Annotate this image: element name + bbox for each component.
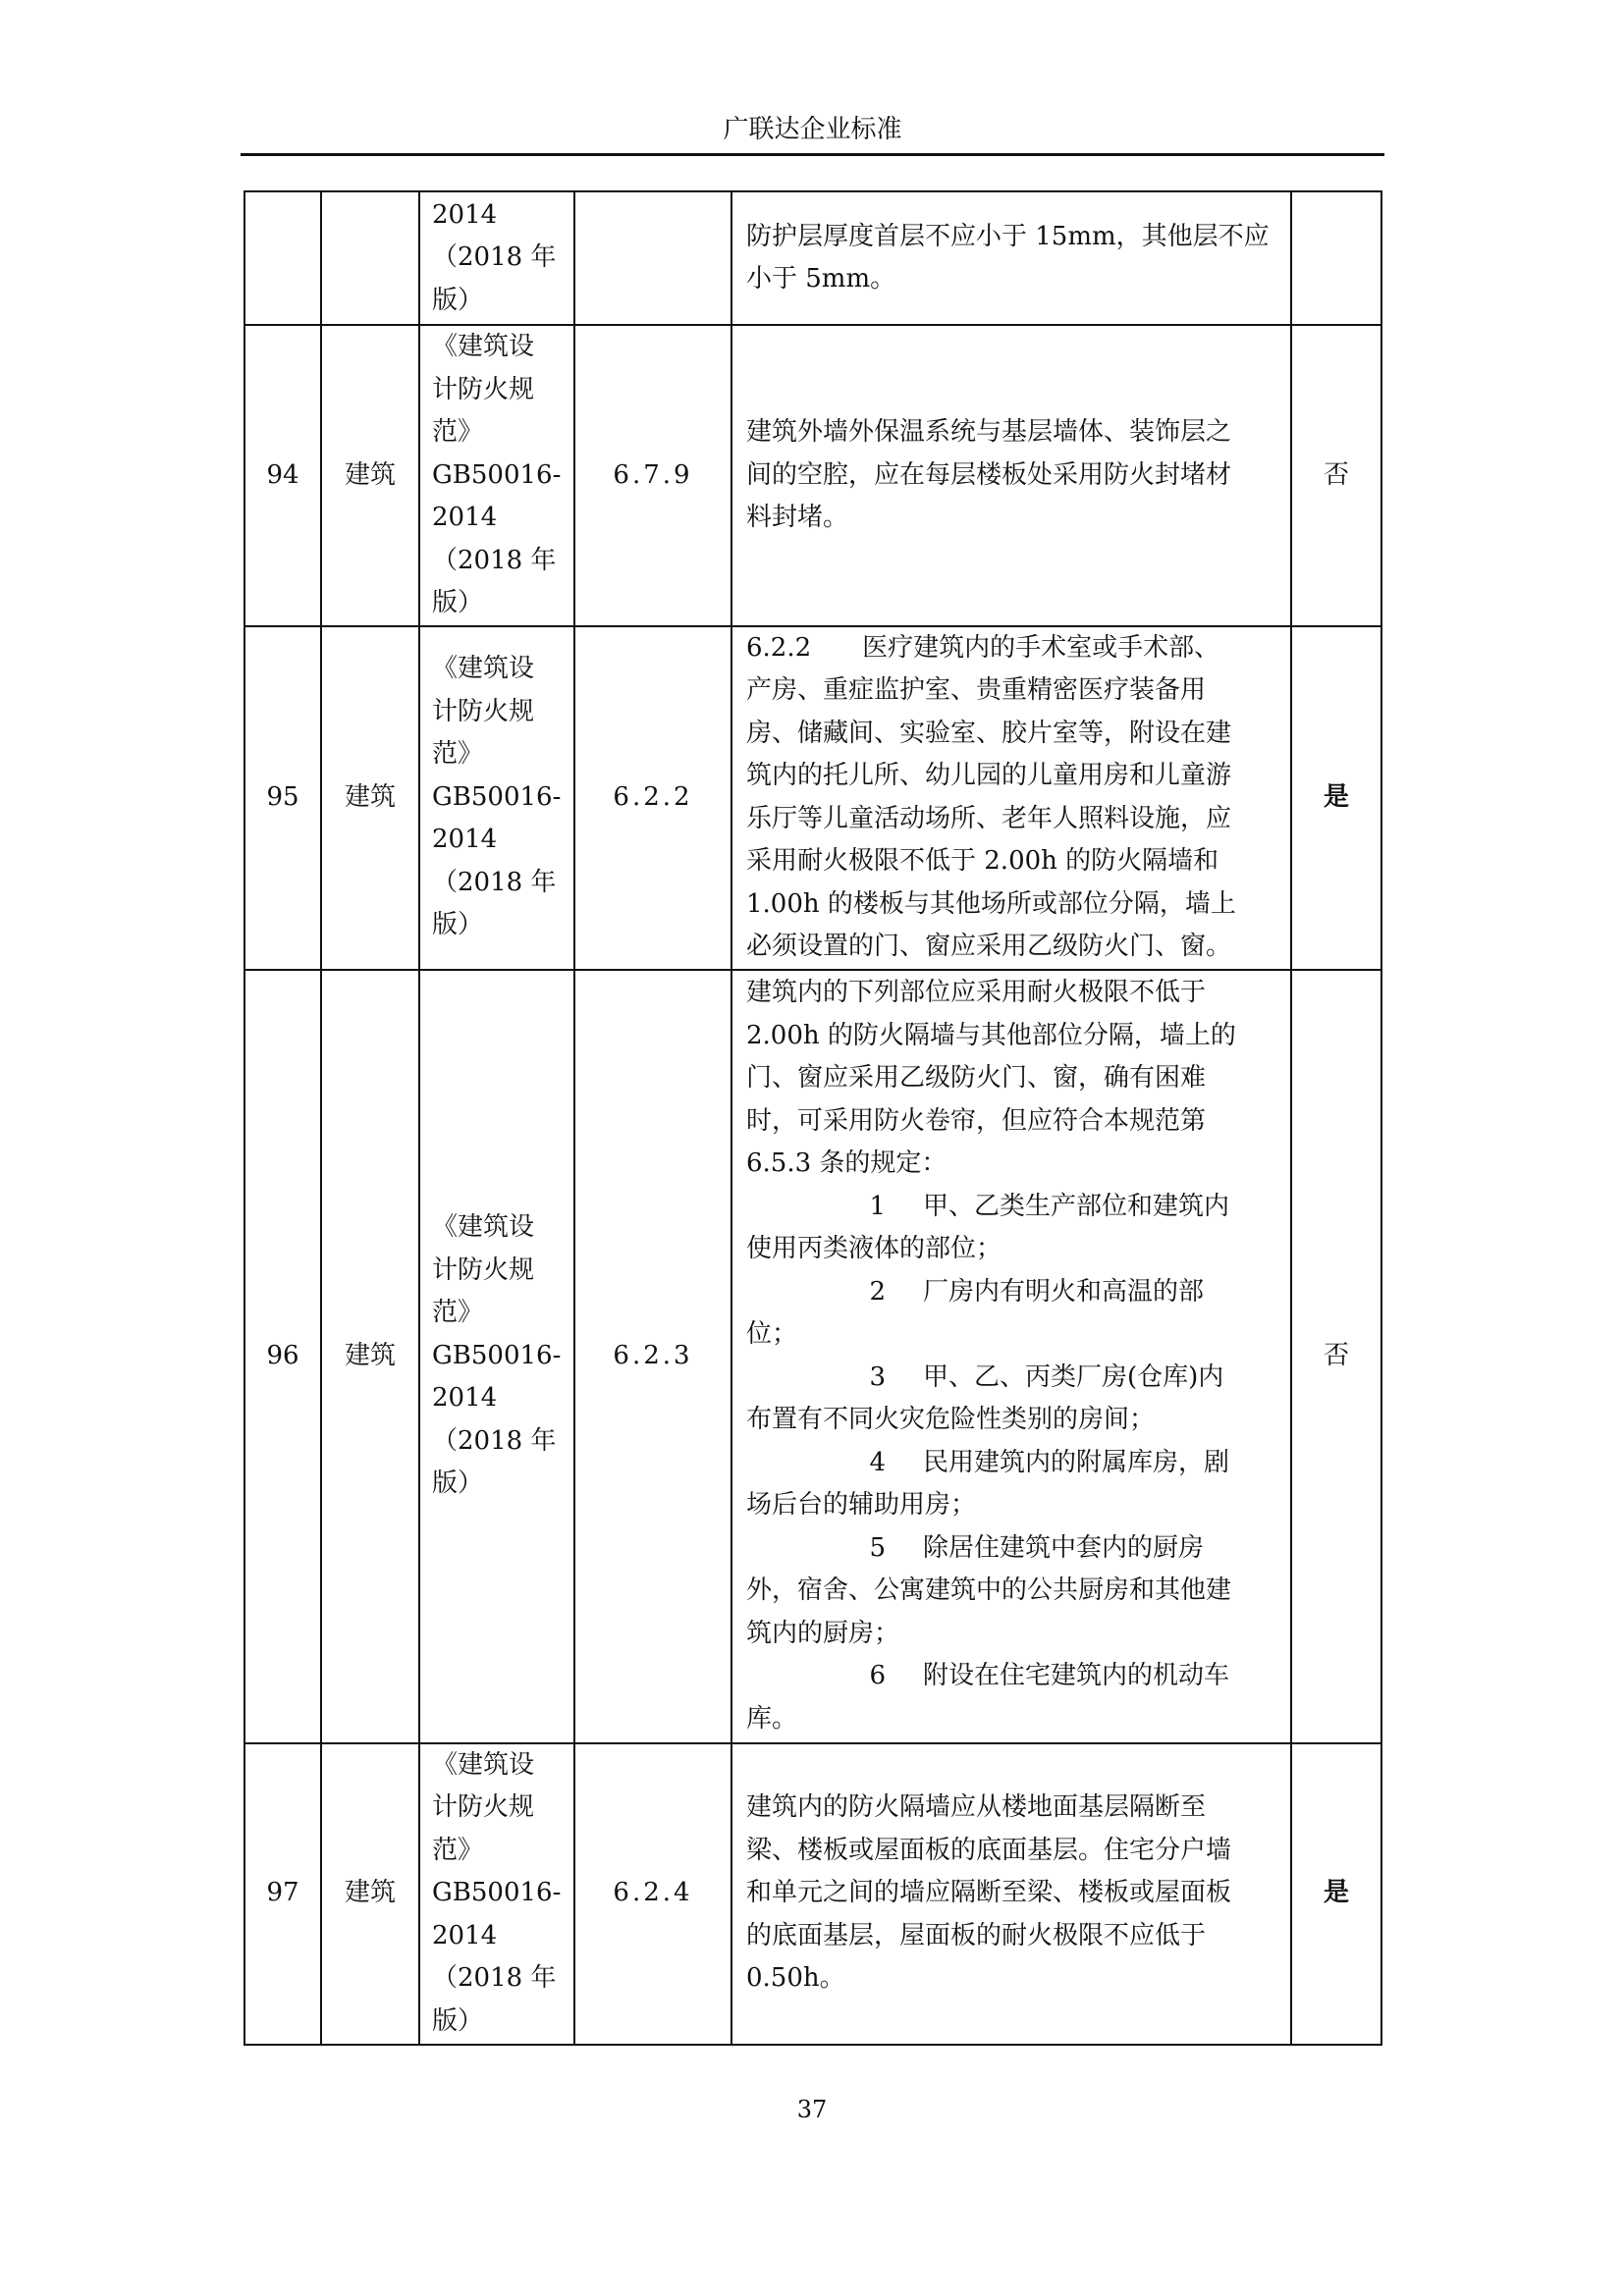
source-line: （2018 年	[432, 1963, 557, 1994]
source-line: 版）	[432, 285, 484, 315]
list-item-first-line: 除居住建筑中套内的厨房	[923, 1532, 1205, 1563]
list-item-continuation: 使用丙类液体的部位；	[746, 1234, 1002, 1263]
cell-category	[321, 626, 419, 970]
source-line: 计防火规	[432, 696, 535, 726]
source-line: 范》	[432, 417, 484, 447]
list-item-number: 3	[869, 1362, 886, 1392]
content-line: 建筑内的防火隔墙应从楼地面基层隔断至	[746, 1792, 1207, 1823]
cell-content	[731, 970, 1291, 1743]
compliance-flag: 否	[1323, 1340, 1349, 1370]
table-row	[244, 191, 1381, 325]
list-item	[746, 1527, 1280, 1571]
list-item-continuation: 布置有不同火灾危险性类别的房间；	[746, 1405, 1156, 1434]
source-line: 2014	[432, 825, 498, 855]
content-line: 2.00h 的防火隔墙与其他部位分隔，墙上的	[746, 1020, 1236, 1050]
source-line: 2014	[432, 1383, 498, 1414]
row-number: 95	[266, 781, 299, 812]
header-title: 广联达企业标准	[723, 115, 902, 144]
cell-category	[321, 970, 419, 1743]
list-item	[746, 1442, 1280, 1485]
cell-content	[731, 626, 1291, 970]
source-line: 《建筑设	[432, 332, 535, 361]
table-row	[244, 626, 1381, 970]
list-item-number: 4	[869, 1447, 886, 1477]
table-row	[244, 325, 1381, 626]
content-line: 建筑外墙外保温系统与基层墙体、装饰层之	[746, 417, 1232, 447]
list-item-first-line: 附设在住宅建筑内的机动车	[923, 1661, 1230, 1690]
content-line: 的底面基层，屋面板的耐火极限不应低于	[746, 1920, 1207, 1950]
row-number: 96	[266, 1340, 299, 1370]
cell-source	[419, 626, 574, 970]
row-category: 建筑	[344, 1878, 396, 1908]
list-item	[746, 1655, 1280, 1698]
source-line: 版）	[432, 2005, 484, 2036]
list-item	[746, 1357, 1280, 1400]
source-line: 版）	[432, 588, 484, 617]
content-line: 防护层厚度首层不应小于 15mm，其他层不应	[746, 221, 1270, 251]
source-line: （2018 年	[432, 545, 557, 575]
cell-content	[731, 1743, 1291, 2045]
source-line: 版）	[432, 910, 484, 940]
content-line: 乐厅等儿童活动场所、老年人照料设施，应	[746, 803, 1232, 833]
table-body	[244, 191, 1381, 2045]
source-line: GB50016-	[432, 1878, 562, 1908]
cell-flag	[1291, 191, 1381, 325]
cell-category	[321, 1743, 419, 2045]
content-line: 建筑内的下列部位应采用耐火极限不低于	[746, 978, 1207, 1007]
list-item-first-line: 厂房内有明火和高温的部	[923, 1276, 1205, 1307]
cell-category	[321, 325, 419, 626]
content-line: 门、窗应采用乙级防火门、窗，确有困难	[746, 1063, 1207, 1093]
source-line: （2018 年	[432, 867, 557, 897]
cell-clause	[574, 970, 731, 1743]
content-line: 时，可采用防火卷帘，但应符合本规范第	[746, 1105, 1207, 1136]
source-line: 版）	[432, 1468, 484, 1499]
source-line: 2014	[432, 1920, 498, 1950]
source-line: GB50016-	[432, 459, 562, 490]
cell-flag	[1291, 626, 1381, 970]
list-item	[746, 1186, 1280, 1229]
source-line: （2018 年	[432, 242, 557, 273]
content-line: 6.2.2 医疗建筑内的手术室或手术部、	[746, 632, 1220, 663]
list-item-continuation: 库。	[746, 1703, 798, 1734]
content-line: 采用耐火极限不低于 2.00h 的防火隔墙和	[746, 846, 1219, 876]
clause-number: 6.2.2	[613, 781, 693, 812]
cell-source	[419, 970, 574, 1743]
table-row	[244, 1743, 1381, 2045]
cell-category	[321, 191, 419, 325]
content-line: 小于 5mm。	[746, 264, 896, 294]
cell-flag	[1291, 970, 1381, 1743]
clause-number: 6.2.4	[613, 1878, 693, 1908]
cell-content	[731, 191, 1291, 325]
cell-number	[244, 1743, 321, 2045]
table-row	[244, 970, 1381, 1743]
list-item-continuation: 位；	[746, 1319, 798, 1349]
cell-content	[731, 325, 1291, 626]
source-line: 《建筑设	[432, 1212, 535, 1243]
page-number-text: 37	[796, 2096, 828, 2123]
clause-number: 6.7.9	[613, 459, 693, 490]
content-line: 筑内的托儿所、幼儿园的儿童用房和儿童游	[746, 761, 1232, 790]
row-category: 建筑	[344, 1340, 396, 1370]
cell-number	[244, 970, 321, 1743]
cell-number	[244, 325, 321, 626]
source-line: （2018 年	[432, 1425, 557, 1456]
list-item-first-line: 甲、乙类生产部位和建筑内	[923, 1191, 1230, 1221]
source-line: 范》	[432, 1835, 484, 1865]
source-line: 范》	[432, 1298, 484, 1328]
content-line: 0.50h。	[746, 1963, 845, 1994]
source-line: 《建筑设	[432, 654, 535, 684]
content-line: 梁、楼板或屋面板的底面基层。住宅分户墙	[746, 1835, 1232, 1865]
content-line: 必须设置的门、窗应采用乙级防火门、窗。	[746, 932, 1232, 961]
content-line: 6.5.3 条的规定：	[746, 1148, 947, 1178]
content-line: 产房、重症监护室、贵重精密医疗装备用	[746, 675, 1207, 705]
cell-clause	[574, 325, 731, 626]
content-line: 1.00h 的楼板与其他场所或部位分隔，墙上	[746, 888, 1236, 919]
content-line: 料封堵。	[746, 503, 849, 532]
cell-flag	[1291, 325, 1381, 626]
compliance-flag: 是	[1323, 1878, 1349, 1908]
row-number: 94	[266, 459, 299, 490]
row-category: 建筑	[344, 781, 396, 812]
content-line: 间的空腔，应在每层楼板处采用防火封堵材	[746, 459, 1232, 490]
list-item-first-line: 甲、乙、丙类厂房(仓库)内	[923, 1362, 1224, 1392]
list-item	[746, 1271, 1280, 1314]
source-line: GB50016-	[432, 1340, 562, 1370]
cell-flag	[1291, 1743, 1381, 2045]
standards-table	[244, 190, 1382, 2046]
list-item-first-line: 民用建筑内的附属库房，剧	[923, 1447, 1230, 1477]
cell-clause	[574, 626, 731, 970]
row-number: 97	[266, 1878, 299, 1908]
page-header	[241, 106, 1384, 156]
list-item-continuation: 外，宿舍、公寓建筑中的公共厨房和其他建 筑内的厨房；	[746, 1575, 1232, 1648]
content-line: 和单元之间的墙应隔断至梁、楼板或屋面板	[746, 1878, 1232, 1908]
compliance-flag: 是	[1323, 781, 1349, 812]
list-item-number: 2	[869, 1276, 886, 1307]
cell-number	[244, 191, 321, 325]
clause-number: 6.2.3	[613, 1340, 693, 1370]
cell-source	[419, 325, 574, 626]
cell-source	[419, 1743, 574, 2045]
row-category: 建筑	[344, 459, 396, 490]
cell-number	[244, 626, 321, 970]
compliance-flag: 否	[1323, 459, 1349, 490]
list-item-number: 6	[869, 1661, 886, 1690]
cell-clause	[574, 191, 731, 325]
source-line: 计防火规	[432, 1255, 535, 1285]
list-item-continuation: 场后台的辅助用房；	[746, 1490, 977, 1520]
source-line: 范》	[432, 739, 484, 770]
cell-source	[419, 191, 574, 325]
source-line: 2014	[432, 199, 498, 230]
source-line: 计防火规	[432, 374, 535, 404]
source-line: 《建筑设	[432, 1749, 535, 1780]
list-item-number: 1	[869, 1191, 886, 1221]
content-line: 房、储藏间、实验室、胶片室等，附设在建	[746, 718, 1232, 748]
list-item-number: 5	[869, 1532, 886, 1563]
source-line: 计防火规	[432, 1792, 535, 1823]
page-number	[0, 2096, 1624, 2123]
cell-clause	[574, 1743, 731, 2045]
source-line: 2014	[432, 503, 498, 532]
source-line: GB50016-	[432, 781, 562, 812]
